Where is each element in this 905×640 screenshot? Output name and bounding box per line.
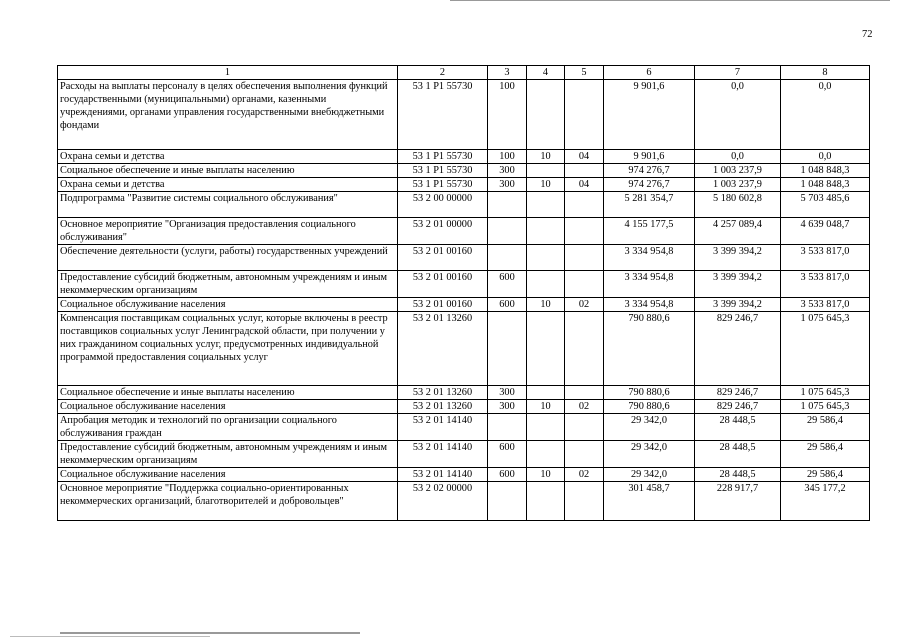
- amount-col6-cell: 790 880,6: [604, 312, 695, 386]
- section-cell: 10: [527, 468, 565, 482]
- header-cell: 3: [488, 66, 527, 80]
- amount-col6-cell: 29 342,0: [604, 441, 695, 468]
- amount-col8-cell: 29 586,4: [781, 468, 870, 482]
- target-code-cell: 53 2 01 14140: [398, 414, 488, 441]
- table-row: [58, 386, 870, 400]
- amount-col8-cell: 1 048 848,3: [781, 164, 870, 178]
- section-cell: [527, 482, 565, 521]
- table-body: [58, 66, 870, 521]
- row-name-cell: Социальное обслуживание населения: [58, 298, 398, 312]
- row-name-cell: Предоставление субсидий бюджетным, автономным учреждениям и иным некоммерческим организациям: [58, 271, 398, 298]
- amount-col6-cell: 29 342,0: [604, 468, 695, 482]
- section-cell: [527, 245, 565, 271]
- target-code-cell: 53 1 P1 55730: [398, 80, 488, 150]
- amount-col8-cell: 29 586,4: [781, 441, 870, 468]
- amount-col8-cell: 1 075 645,3: [781, 386, 870, 400]
- header-row: [58, 66, 870, 80]
- amount-col6-cell: 301 458,7: [604, 482, 695, 521]
- expense-type-cell: [488, 192, 527, 218]
- table-row: [58, 468, 870, 482]
- amount-col7-cell: 829 246,7: [695, 400, 781, 414]
- bottom-rule-faint: [10, 636, 210, 637]
- expense-type-cell: [488, 482, 527, 521]
- subsection-cell: [565, 482, 604, 521]
- subsection-cell: [565, 441, 604, 468]
- amount-col8-cell: 1 048 848,3: [781, 178, 870, 192]
- amount-col8-cell: 0,0: [781, 150, 870, 164]
- expense-type-cell: [488, 414, 527, 441]
- table-row: [58, 441, 870, 468]
- amount-col8-cell: 5 703 485,6: [781, 192, 870, 218]
- target-code-cell: 53 2 01 14140: [398, 441, 488, 468]
- header-cell: 1: [58, 66, 398, 80]
- amount-col8-cell: 1 075 645,3: [781, 400, 870, 414]
- target-code-cell: 53 2 01 14140: [398, 468, 488, 482]
- row-name-cell: Социальное обслуживание населения: [58, 468, 398, 482]
- section-cell: 10: [527, 400, 565, 414]
- amount-col6-cell: 3 334 954,8: [604, 245, 695, 271]
- amount-col7-cell: 28 448,5: [695, 414, 781, 441]
- header-cell: 6: [604, 66, 695, 80]
- subsection-cell: 02: [565, 468, 604, 482]
- amount-col8-cell: 1 075 645,3: [781, 312, 870, 386]
- amount-col6-cell: 974 276,7: [604, 164, 695, 178]
- target-code-cell: 53 2 01 00160: [398, 298, 488, 312]
- expense-type-cell: 600: [488, 271, 527, 298]
- amount-col7-cell: 28 448,5: [695, 468, 781, 482]
- expense-type-cell: [488, 245, 527, 271]
- subsection-cell: [565, 192, 604, 218]
- subsection-cell: 04: [565, 150, 604, 164]
- bottom-rule: [60, 632, 360, 634]
- row-name-cell: Социальное обеспечение и иные выплаты населению: [58, 164, 398, 178]
- amount-col7-cell: 28 448,5: [695, 441, 781, 468]
- table-row: [58, 192, 870, 218]
- header-cell: 5: [565, 66, 604, 80]
- target-code-cell: 53 1 P1 55730: [398, 178, 488, 192]
- section-cell: [527, 386, 565, 400]
- section-cell: [527, 80, 565, 150]
- row-name-cell: Охрана семьи и детства: [58, 178, 398, 192]
- table-row: [58, 414, 870, 441]
- section-cell: [527, 441, 565, 468]
- section-cell: [527, 218, 565, 245]
- amount-col6-cell: 29 342,0: [604, 414, 695, 441]
- row-name-cell: Обеспечение деятельности (услуги, работы) государственных учреждений: [58, 245, 398, 271]
- budget-table: [57, 65, 870, 521]
- amount-col7-cell: 0,0: [695, 80, 781, 150]
- amount-col7-cell: 1 003 237,9: [695, 164, 781, 178]
- expense-type-cell: 100: [488, 80, 527, 150]
- subsection-cell: [565, 164, 604, 178]
- expense-type-cell: 300: [488, 164, 527, 178]
- amount-col8-cell: 345 177,2: [781, 482, 870, 521]
- target-code-cell: 53 2 01 13260: [398, 312, 488, 386]
- amount-col7-cell: 3 399 394,2: [695, 245, 781, 271]
- row-name-cell: Основное мероприятие "Поддержка социально-ориентированных некоммерческих организаций, благотворителей и добровольцев": [58, 482, 398, 521]
- row-name-cell: Социальное обеспечение и иные выплаты населению: [58, 386, 398, 400]
- expense-type-cell: 100: [488, 150, 527, 164]
- amount-col6-cell: 3 334 954,8: [604, 271, 695, 298]
- table-row: [58, 164, 870, 178]
- section-cell: 10: [527, 150, 565, 164]
- section-cell: [527, 192, 565, 218]
- header-cell: 2: [398, 66, 488, 80]
- amount-col7-cell: 3 399 394,2: [695, 271, 781, 298]
- amount-col7-cell: 3 399 394,2: [695, 298, 781, 312]
- table-row: [58, 178, 870, 192]
- table-row: [58, 400, 870, 414]
- amount-col7-cell: 1 003 237,9: [695, 178, 781, 192]
- table-row: [58, 80, 870, 150]
- expense-type-cell: 300: [488, 178, 527, 192]
- top-rule: [450, 0, 890, 1]
- subsection-cell: 02: [565, 298, 604, 312]
- subsection-cell: [565, 80, 604, 150]
- subsection-cell: [565, 414, 604, 441]
- subsection-cell: 02: [565, 400, 604, 414]
- target-code-cell: 53 2 01 13260: [398, 386, 488, 400]
- expense-type-cell: 300: [488, 400, 527, 414]
- target-code-cell: 53 2 01 00000: [398, 218, 488, 245]
- subsection-cell: [565, 218, 604, 245]
- amount-col7-cell: 0,0: [695, 150, 781, 164]
- table-row: [58, 271, 870, 298]
- amount-col8-cell: 3 533 817,0: [781, 298, 870, 312]
- section-cell: [527, 414, 565, 441]
- header-cell: 8: [781, 66, 870, 80]
- table-row: [58, 245, 870, 271]
- amount-col6-cell: 9 901,6: [604, 150, 695, 164]
- amount-col7-cell: 829 246,7: [695, 386, 781, 400]
- amount-col7-cell: 5 180 602,8: [695, 192, 781, 218]
- amount-col6-cell: 4 155 177,5: [604, 218, 695, 245]
- target-code-cell: 53 1 P1 55730: [398, 164, 488, 178]
- amount-col6-cell: 9 901,6: [604, 80, 695, 150]
- amount-col6-cell: 5 281 354,7: [604, 192, 695, 218]
- target-code-cell: 53 2 00 00000: [398, 192, 488, 218]
- target-code-cell: 53 2 01 00160: [398, 245, 488, 271]
- amount-col6-cell: 974 276,7: [604, 178, 695, 192]
- header-cell: 4: [527, 66, 565, 80]
- subsection-cell: [565, 271, 604, 298]
- table-row: [58, 150, 870, 164]
- amount-col6-cell: 790 880,6: [604, 386, 695, 400]
- subsection-cell: [565, 245, 604, 271]
- amount-col8-cell: 3 533 817,0: [781, 271, 870, 298]
- amount-col7-cell: 829 246,7: [695, 312, 781, 386]
- row-name-cell: Апробация методик и технологий по организации социального обслуживания граждан: [58, 414, 398, 441]
- section-cell: [527, 164, 565, 178]
- expense-type-cell: [488, 312, 527, 386]
- expense-type-cell: 600: [488, 298, 527, 312]
- subsection-cell: 04: [565, 178, 604, 192]
- row-name-cell: Охрана семьи и детства: [58, 150, 398, 164]
- expense-type-cell: 600: [488, 468, 527, 482]
- section-cell: 10: [527, 178, 565, 192]
- amount-col7-cell: 4 257 089,4: [695, 218, 781, 245]
- target-code-cell: 53 2 02 00000: [398, 482, 488, 521]
- section-cell: [527, 312, 565, 386]
- row-name-cell: Компенсация поставщикам социальных услуг, которые включены в реестр поставщиков социальных услуг Ленинградской области, при получении у них гражданином социальных услуг, предусмотренных индивидуальной программой предоставления социальных услуг: [58, 312, 398, 386]
- amount-col6-cell: 790 880,6: [604, 400, 695, 414]
- row-name-cell: Подпрограмма "Развитие системы социального обслуживания": [58, 192, 398, 218]
- expense-type-cell: 300: [488, 386, 527, 400]
- table-row: [58, 312, 870, 386]
- target-code-cell: 53 1 P1 55730: [398, 150, 488, 164]
- section-cell: 10: [527, 298, 565, 312]
- subsection-cell: [565, 386, 604, 400]
- target-code-cell: 53 2 01 13260: [398, 400, 488, 414]
- table-row: [58, 298, 870, 312]
- expense-type-cell: [488, 218, 527, 245]
- amount-col7-cell: 228 917,7: [695, 482, 781, 521]
- subsection-cell: [565, 312, 604, 386]
- expense-type-cell: 600: [488, 441, 527, 468]
- amount-col8-cell: 29 586,4: [781, 414, 870, 441]
- row-name-cell: Социальное обслуживание населения: [58, 400, 398, 414]
- row-name-cell: Предоставление субсидий бюджетным, автономным учреждениям и иным некоммерческим организациям: [58, 441, 398, 468]
- row-name-cell: Расходы на выплаты персоналу в целях обеспечения выполнения функций государственными (муниципальными) органами, казенными учреждениями, органами управления государственными внебюджетными фондами: [58, 80, 398, 150]
- amount-col8-cell: 3 533 817,0: [781, 245, 870, 271]
- header-cell: 7: [695, 66, 781, 80]
- section-cell: [527, 271, 565, 298]
- target-code-cell: 53 2 01 00160: [398, 271, 488, 298]
- page-number: 72: [862, 29, 873, 40]
- amount-col8-cell: 0,0: [781, 80, 870, 150]
- table-row: [58, 482, 870, 521]
- table-row: [58, 218, 870, 245]
- amount-col6-cell: 3 334 954,8: [604, 298, 695, 312]
- row-name-cell: Основное мероприятие "Организация предоставления социального обслуживания": [58, 218, 398, 245]
- amount-col8-cell: 4 639 048,7: [781, 218, 870, 245]
